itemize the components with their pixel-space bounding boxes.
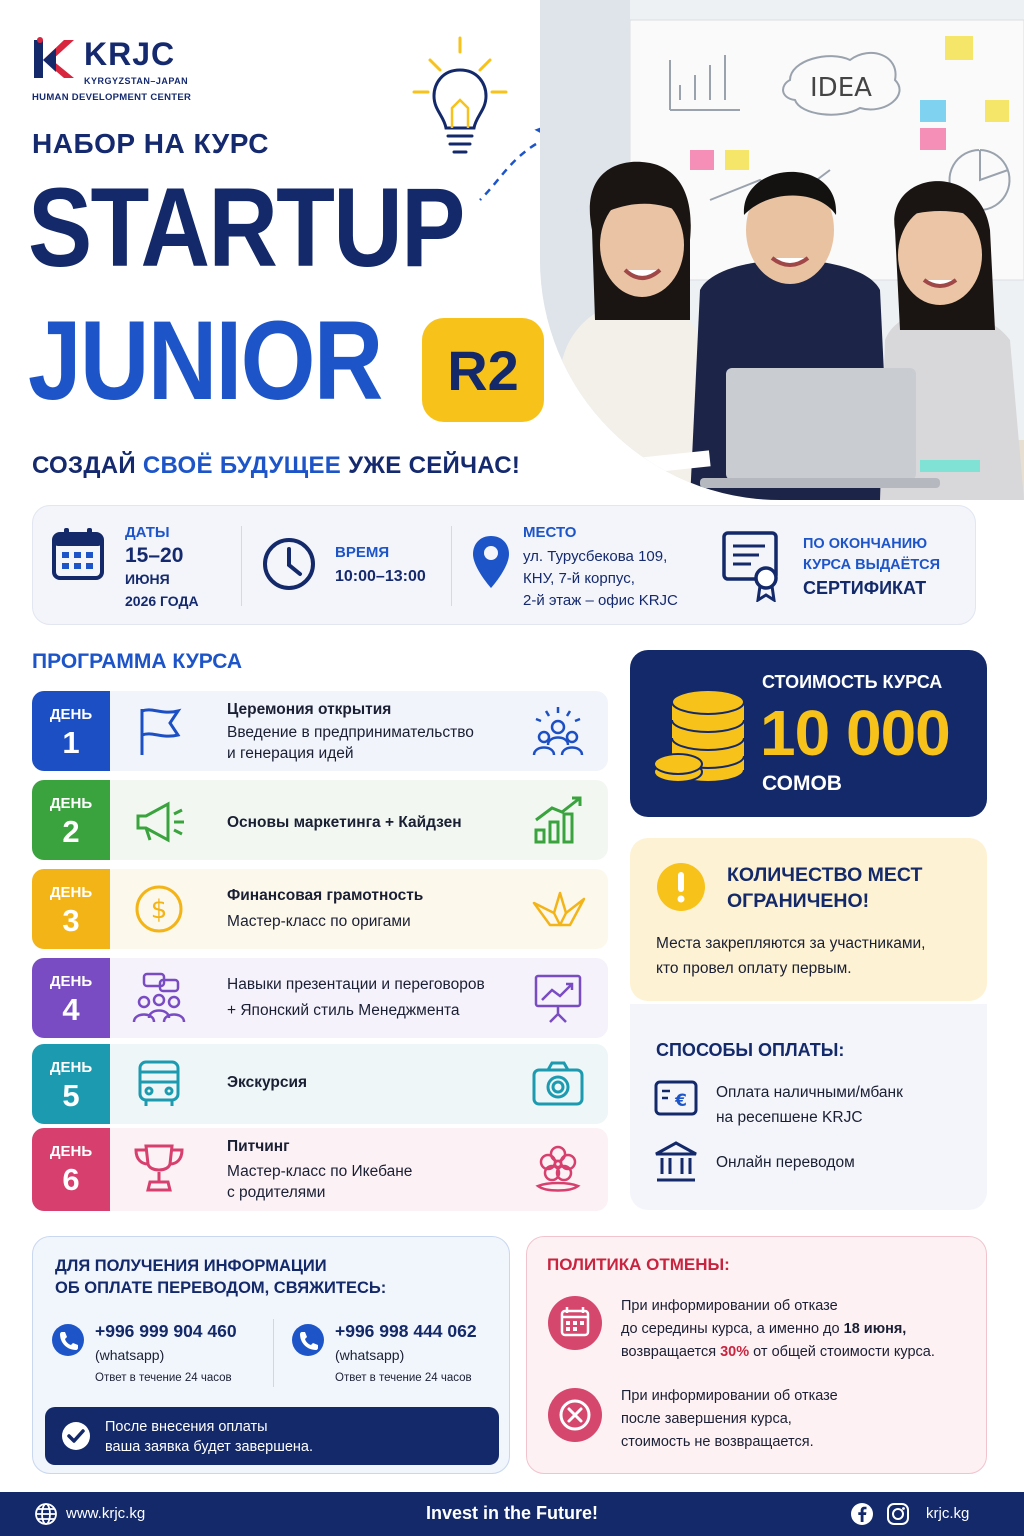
limited-body-line: кто провел оплату первым. (656, 960, 852, 977)
program-day-3 (32, 869, 608, 949)
krjc-logo-icon (32, 36, 76, 80)
payment-title: СПОСОБЫ ОПЛАТЫ: (656, 1040, 845, 1060)
day-desc-line: Мастер-класс по Икебане (227, 1163, 413, 1180)
website-link[interactable]: www.krjc.kg (66, 1505, 146, 1522)
laptop (700, 368, 940, 488)
cancel-rule-line (621, 1318, 935, 1341)
svg-text:€: € (675, 1091, 687, 1111)
payment-method-online: Онлайн переводом (716, 1154, 855, 1171)
day-number: 5 (62, 1078, 80, 1113)
place-line1: ул. Турусбекова 109, (523, 548, 668, 565)
phone-icon (291, 1323, 325, 1357)
cancel-deadline: 18 июня, (843, 1321, 907, 1337)
facebook-icon[interactable] (850, 1502, 874, 1526)
course-title-line1: STARTUP (28, 165, 464, 290)
day-tab (32, 691, 110, 771)
cert-line3: СЕРТИФИКАТ (803, 578, 927, 598)
refund-percent: 30% (720, 1344, 750, 1360)
limited-body-line: Места закрепляются за участниками, (656, 935, 926, 952)
day-tab (32, 958, 110, 1038)
price-value: 10 000 (760, 697, 950, 769)
place-label: МЕСТО (523, 524, 577, 541)
calendar-icon (51, 526, 105, 582)
team-icon (530, 705, 586, 757)
payment-note-text (105, 1417, 313, 1457)
cancel-rule-text: от общей стоимости курса. (749, 1344, 935, 1360)
program-day-6 (32, 1128, 608, 1211)
cancel-rule-line: При информировании об отказе (621, 1388, 838, 1404)
day-desc-line: Введение в предпринимательство (227, 724, 474, 741)
camera-icon (530, 1058, 586, 1110)
cancel-rule-text: возвращается (621, 1344, 721, 1360)
svg-text:$: $ (150, 895, 168, 925)
limited-title-line: ОГРАНИЧЕНО! (727, 890, 870, 912)
slogan-highlight: СВОЁ БУДУЩЕЕ (142, 452, 342, 479)
program-title: ПРОГРАММА КУРСА (32, 650, 243, 673)
contact-card (32, 1236, 510, 1474)
day-number: 4 (62, 992, 80, 1027)
limited-body (656, 931, 925, 981)
social-handle[interactable]: krjc.kg (926, 1505, 970, 1522)
location-pin-icon (471, 534, 511, 590)
day-label: ДЕНЬ (49, 1059, 93, 1076)
day-title: Навыки презентации и переговоров (227, 976, 485, 993)
coins-icon (652, 686, 748, 786)
slogan-part1: СОЗДАЙ (32, 452, 143, 479)
day-label: ДЕНЬ (49, 973, 93, 990)
cert-line1: ПО ОКОНЧАНИЮ (803, 536, 928, 552)
bus-icon (132, 1058, 186, 1110)
limited-title (727, 862, 922, 914)
certificate-icon (721, 530, 783, 602)
day-number: 1 (62, 725, 80, 760)
divider (273, 1319, 274, 1387)
day-number: 6 (62, 1162, 80, 1197)
price-card (630, 650, 987, 817)
trophy-icon (132, 1142, 186, 1194)
limited-seats-card (630, 838, 987, 1001)
cancel-rule-line: стоимость не возвращается. (621, 1434, 814, 1450)
day-number: 2 (62, 814, 80, 849)
program-day-4 (32, 958, 608, 1038)
day-tab (32, 1128, 110, 1211)
day-label: ДЕНЬ (49, 795, 93, 812)
cancel-rule-line: При информировании об отказе (621, 1298, 838, 1314)
price-label: СТОИМОСТЬ КУРСА (762, 672, 943, 692)
note-line: ваша заявка будет завершена. (105, 1439, 313, 1455)
day-desc (227, 722, 474, 764)
kicker-text: НАБОР НА КУРС (32, 128, 269, 159)
day-tab (32, 780, 110, 860)
flag-icon (132, 705, 186, 757)
krjc-logo (32, 36, 232, 106)
brand-name: KRJC (84, 36, 176, 72)
payment-method-line: Оплата наличными/мбанк (716, 1084, 903, 1101)
contact-title-line: ДЛЯ ПОЛУЧЕНИЯ ИНФОРМАЦИИ (55, 1257, 327, 1275)
day-label: ДЕНЬ (49, 706, 93, 723)
instagram-icon[interactable] (886, 1502, 910, 1526)
phone-icon (51, 1323, 85, 1357)
phone-app-1: (whatsapp) (95, 1347, 165, 1363)
day-title: Экскурсия (227, 1074, 308, 1091)
hero-photo (540, 0, 1024, 500)
brand-subtitle-2: HUMAN DEVELOPMENT CENTER (32, 92, 192, 103)
cancel-rule-text: до середины курса, а именно до (621, 1321, 844, 1337)
phone-number-1[interactable]: +996 999 904 460 (95, 1321, 237, 1341)
day-desc: + Японский стиль Менеджмента (227, 1002, 460, 1019)
dates-year: 2026 ГОДА (125, 593, 199, 609)
cancel-rule-line (621, 1341, 935, 1364)
place-line3: 2-й этаж – офис KRJC (523, 592, 678, 609)
day-tab (32, 1044, 110, 1124)
price-currency: СОМОВ (762, 772, 842, 795)
place-line2: КНУ, 7-й корпус, (523, 570, 635, 587)
program-day-5 (32, 1044, 608, 1124)
slogan (32, 452, 520, 480)
coin-dollar-icon (132, 883, 186, 935)
contact-title (55, 1255, 386, 1299)
brand-subtitle: KYRGYZSTAN–JAPAN (84, 76, 189, 86)
payment-methods-card (630, 1004, 987, 1210)
dates-month: ИЮНЯ (125, 571, 170, 587)
divider (451, 526, 452, 606)
day-desc-line: с родителями (227, 1184, 326, 1201)
program-day-2 (32, 780, 608, 860)
limited-title-line: КОЛИЧЕСТВО МЕСТ (727, 864, 923, 886)
payment-note (45, 1407, 499, 1465)
slogan-part2: УЖЕ СЕЙЧАС! (341, 452, 521, 479)
time-label: ВРЕМЯ (335, 544, 390, 561)
cancel-x-icon (547, 1387, 603, 1443)
dates-label: ДАТЫ (125, 524, 170, 541)
day-label: ДЕНЬ (49, 884, 93, 901)
info-bar (32, 505, 976, 625)
phone-reply-time-1: Ответ в течение 24 часов (95, 1372, 232, 1384)
bank-icon (654, 1140, 698, 1184)
note-line: После внесения оплаты (105, 1419, 268, 1435)
cash-icon (654, 1080, 698, 1116)
board-idea-text: IDEA (810, 73, 872, 103)
presentation-board-icon (530, 972, 586, 1024)
divider (241, 526, 242, 606)
payment-method-line: на ресепшене KRJC (716, 1109, 863, 1126)
clock-icon (261, 536, 317, 592)
day-desc: Мастер-класс по оригами (227, 913, 411, 930)
contact-title-line: ОБ ОПЛАТЕ ПЕРЕВОДОМ, СВЯЖИТЕСЬ: (55, 1279, 387, 1297)
program-day-1 (32, 691, 608, 771)
course-title-line2: JUNIOR (28, 298, 382, 423)
day-label: ДЕНЬ (49, 1143, 93, 1160)
discussion-group-icon (132, 972, 186, 1024)
dates-value: 15–20 (125, 544, 184, 567)
place-address (523, 546, 678, 612)
day-desc-line: и генерация идей (227, 745, 354, 762)
certificate-text (803, 534, 940, 599)
phone-reply-time-2: Ответ в течение 24 часов (335, 1372, 472, 1384)
growth-chart-icon (530, 794, 586, 846)
cancellation-policy-card (526, 1236, 987, 1474)
phone-app-2: (whatsapp) (335, 1347, 405, 1363)
day-title: Церемония открытия (227, 701, 392, 718)
check-circle-icon (61, 1421, 91, 1451)
calendar-icon (547, 1295, 603, 1351)
cancel-rule-line: после завершения курса, (621, 1411, 792, 1427)
day-title: Основы маркетинга + Кайдзен (227, 814, 462, 831)
cancel-title: ПОЛИТИКА ОТМЕНЫ: (547, 1255, 730, 1274)
flower-icon (530, 1142, 586, 1194)
round-badge: R2 (422, 318, 544, 422)
phone-number-2[interactable]: +996 998 444 062 (335, 1321, 477, 1341)
day-title: Финансовая грамотность (227, 887, 424, 904)
time-value: 10:00–13:00 (335, 568, 426, 585)
students-illustration (540, 0, 1024, 500)
day-title: Питчинг (227, 1138, 290, 1155)
day-tab (32, 869, 110, 949)
cert-line2: КУРСА ВЫДАЁТСЯ (803, 557, 941, 573)
megaphone-icon (132, 794, 186, 846)
footer-tagline: Invest in the Future! (425, 1503, 598, 1523)
day-number: 3 (62, 903, 80, 938)
footer (0, 1492, 1024, 1536)
payment-method-cash (716, 1080, 903, 1130)
day-desc (227, 1161, 412, 1203)
cancel-rule-1 (621, 1295, 935, 1364)
origami-crane-icon (530, 883, 586, 935)
warning-icon (656, 862, 706, 912)
cancel-rule-2 (621, 1385, 838, 1454)
